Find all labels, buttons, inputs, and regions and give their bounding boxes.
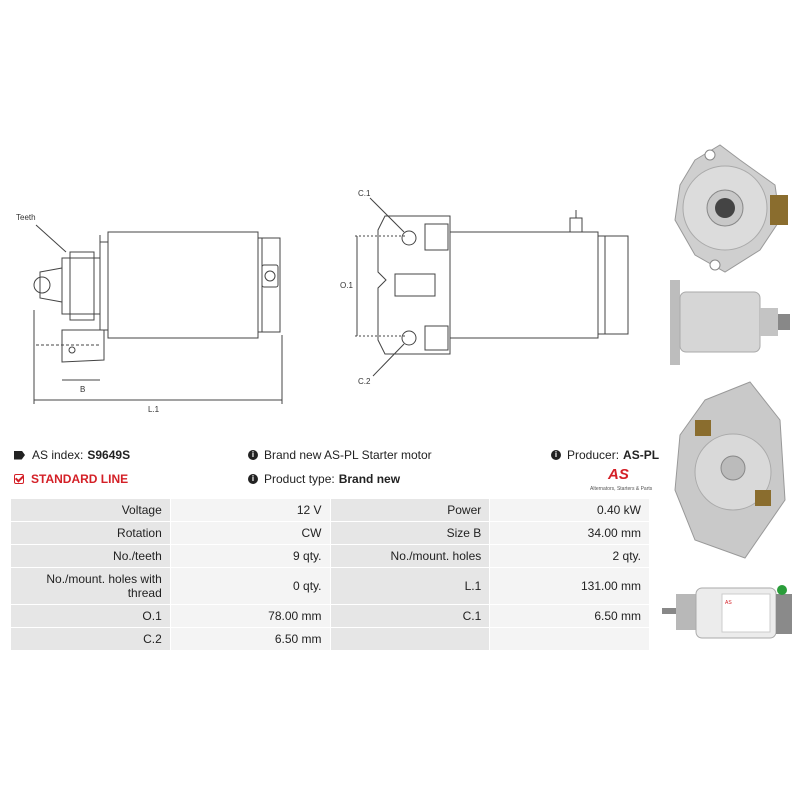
info-icon: i (248, 474, 258, 484)
front-view-drawing (355, 198, 628, 376)
b-dimension-label: B (80, 385, 86, 394)
product-description: Brand new AS-PL Starter motor (264, 448, 432, 462)
spec-key: Voltage (11, 499, 171, 522)
product-photo-rear (665, 380, 795, 560)
table-row (11, 628, 650, 651)
spec-value: 0 qty. (170, 568, 330, 605)
spec-value: CW (170, 522, 330, 545)
c2-dimension-label: C.2 (358, 377, 371, 386)
spec-key: L.1 (330, 568, 490, 605)
spec-value: 6.50 mm (490, 605, 650, 628)
standard-line-row (14, 472, 128, 486)
table-row (11, 605, 650, 628)
spec-value (490, 628, 650, 651)
product-type-value: Brand new (338, 472, 401, 486)
spec-key: Power (330, 499, 490, 522)
tag-icon (14, 451, 25, 460)
table-row (11, 568, 650, 605)
spec-value: 9 qty. (170, 545, 330, 568)
spec-value: 78.00 mm (170, 605, 330, 628)
spec-key (330, 628, 490, 651)
producer-label: Producer: (567, 448, 620, 462)
spec-value: 12 V (170, 499, 330, 522)
spec-key: O.1 (11, 605, 171, 628)
table-row (11, 545, 650, 568)
product-photo-side (665, 280, 795, 365)
spec-value: 6.50 mm (170, 628, 330, 651)
table-row (11, 499, 650, 522)
spec-key: No./mount. holes with thread (11, 568, 171, 605)
as-index-value: S9649S (87, 448, 131, 462)
spec-key: No./teeth (11, 545, 171, 568)
info-icon: i (551, 450, 561, 460)
o1-dimension-label: O.1 (340, 281, 353, 290)
spec-key: C.2 (11, 628, 171, 651)
spec-key: Rotation (11, 522, 171, 545)
product-type-row (248, 472, 400, 486)
info-icon: i (248, 450, 258, 460)
c1-dimension-label: C.1 (358, 189, 371, 198)
spec-key: Size B (330, 522, 490, 545)
teeth-label: Teeth (16, 213, 36, 222)
as-index-row (14, 448, 130, 462)
spec-value: 2 qty. (490, 545, 650, 568)
producer-row (551, 448, 659, 462)
producer-value: AS-PL (623, 448, 660, 462)
spec-value: 131.00 mm (490, 568, 650, 605)
specifications-table (10, 498, 650, 651)
product-photo-label (662, 580, 797, 650)
checkbox-icon (14, 474, 24, 484)
side-view-drawing (34, 225, 282, 404)
svg-text:AS: AS (725, 600, 732, 606)
logo-tagline: Alternators, Starters & Parts (590, 486, 653, 492)
l1-dimension-label: L.1 (148, 405, 160, 414)
spec-key: No./mount. holes (330, 545, 490, 568)
description-row (248, 448, 432, 462)
product-type-label: Product type: (264, 472, 335, 486)
technical-drawing (0, 180, 650, 430)
spec-value: 34.00 mm (490, 522, 650, 545)
table-row (11, 522, 650, 545)
spec-value: 0.40 kW (490, 499, 650, 522)
standard-line-label: STANDARD LINE (31, 472, 129, 486)
as-logo: AS (608, 466, 629, 483)
product-photo-front (665, 140, 795, 275)
spec-key: C.1 (330, 605, 490, 628)
as-index-label: AS index: (32, 448, 84, 462)
